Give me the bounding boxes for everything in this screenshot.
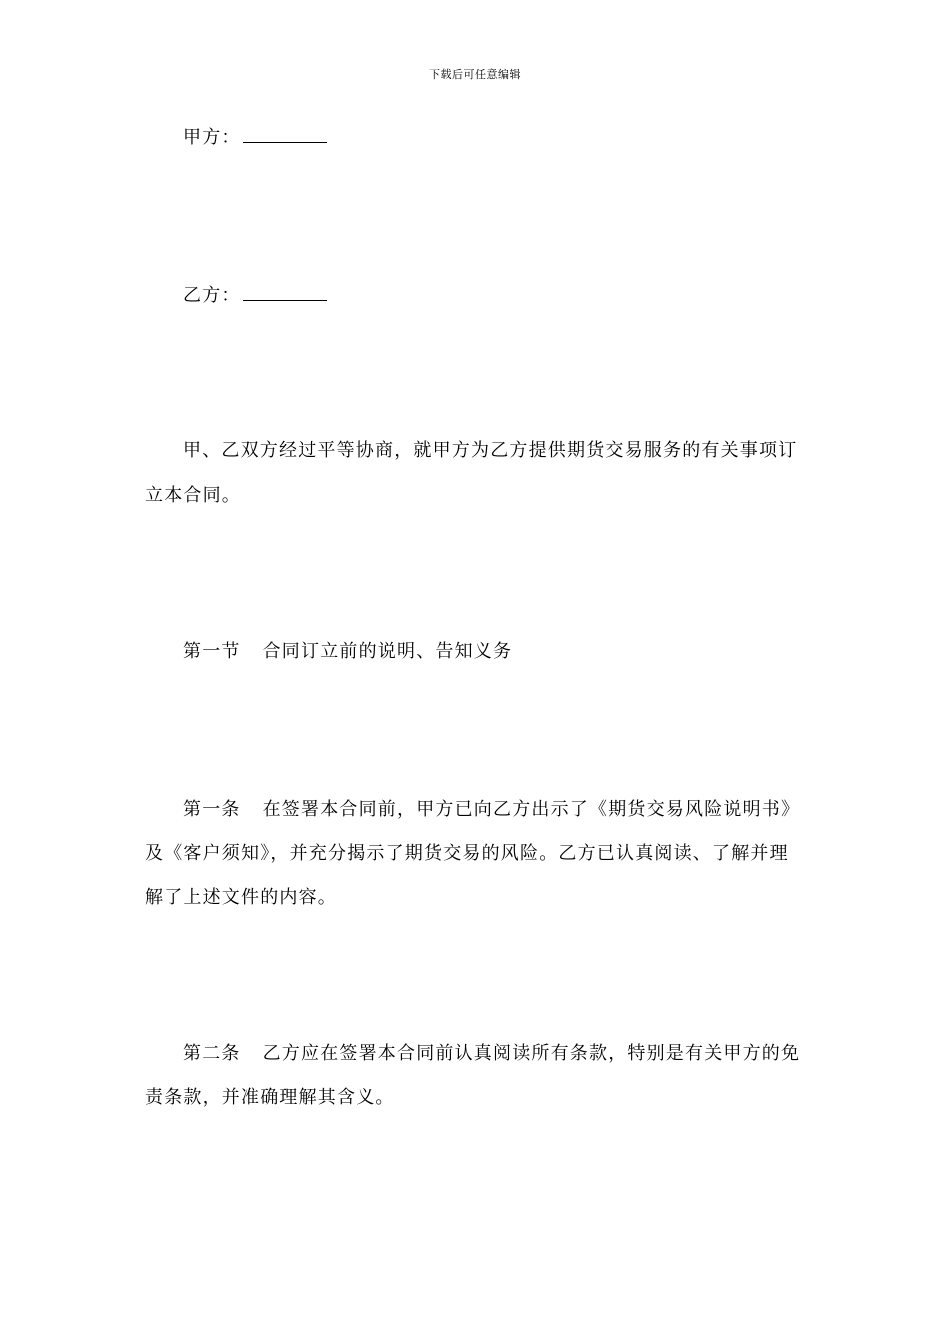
article-1-text-1: 在签署本合同前，甲方已向乙方出示了《期货交易风险说明书》	[262, 799, 801, 820]
article-2-line-1	[145, 1040, 848, 1067]
article-2-line-2: 责条款，并准确理解其含义。	[145, 1087, 395, 1108]
party-a-line	[145, 124, 848, 151]
article-1-line-3: 解了上述文件的内容。	[145, 887, 337, 908]
article-1-line-1	[145, 796, 848, 823]
section-1-heading	[145, 638, 848, 665]
section-1-number: 第一节	[183, 641, 241, 662]
article-1-line-2: 及《客户须知》，并充分揭示了期货交易的风险。乙方已认真阅读、了解并理	[145, 843, 789, 864]
party-b-line	[145, 282, 848, 309]
party-a-label: 甲方：	[183, 127, 241, 148]
party-a-blank[interactable]	[243, 126, 327, 143]
section-1-title: 合同订立前的说明、告知义务	[262, 641, 513, 662]
intro-line-1: 甲、乙双方经过平等协商，就甲方为乙方提供期货交易服务的有关事项订	[183, 440, 798, 461]
party-b-blank[interactable]	[243, 284, 327, 301]
intro-line-2: 立本合同。	[145, 485, 241, 506]
header-note: 下载后可任意编辑	[429, 68, 521, 81]
article-1-number: 第一条	[183, 799, 241, 820]
article-2-text-1: 乙方应在签署本合同前认真阅读所有条款，特别是有关甲方的免	[262, 1043, 801, 1064]
party-b-label: 乙方：	[183, 285, 241, 306]
article-2-number: 第二条	[183, 1043, 241, 1064]
